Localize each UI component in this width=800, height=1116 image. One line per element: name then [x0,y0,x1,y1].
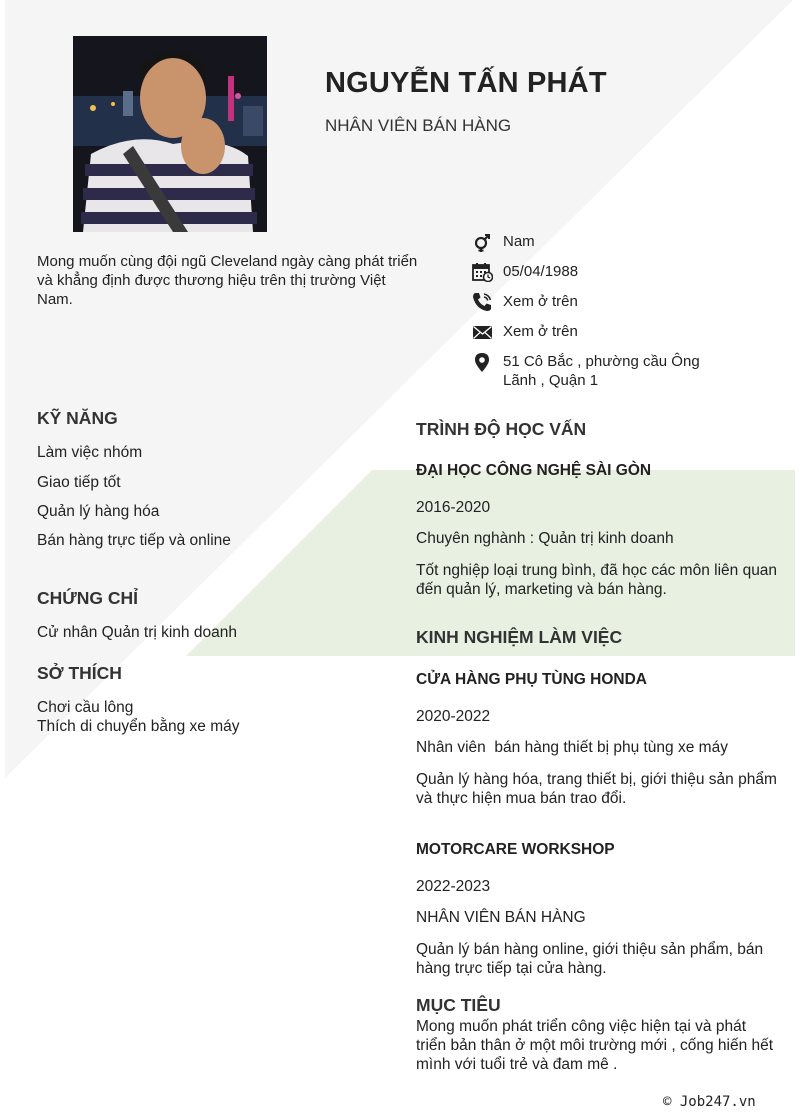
contact-phone [472,292,732,312]
job-description: Quản lý hàng hóa, trang thiết bị, giới thiệu sản phẩm và thực hiện mua bán trao đổi. [416,771,777,807]
job-company: MOTORCARE WORKSHOP [416,841,615,858]
gender-icon [472,232,494,252]
skill-item: Bán hàng trực tiếp và online [37,532,231,549]
education-period: 2016-2020 [416,499,491,516]
contact-gender [472,232,732,252]
certificate-item: Cử nhân Quản trị kinh doanh [37,624,237,641]
candidate-name: NGUYỄN TẤN PHÁT [325,67,607,99]
education-school: ĐẠI HỌC CÔNG NGHỆ SÀI GÒN [416,462,652,479]
phone-value: Xem ở trên [503,293,578,310]
job-period: 2022-2023 [416,878,491,895]
skills-heading: KỸ NĂNG [37,408,118,428]
profile-photo [73,36,267,232]
objective-heading: MỤC TIÊU [416,995,501,1015]
contact-birthday [472,262,732,282]
education-major: Chuyên nghành : Quản trị kinh doanh [416,530,674,547]
address-value: 51 Cô Bắc , phường cầu Ông Lãnh , Quận 1 [503,353,700,389]
certificates-heading: CHỨNG CHỈ [37,588,139,608]
skill-item: Làm việc nhóm [37,444,143,461]
hobby-item: Thích di chuyển bằng xe máy [37,718,240,735]
email-value: Xem ở trên [503,323,578,340]
contact-email [472,322,732,342]
footer-watermark: © Job247.vn [663,1094,756,1110]
job-company: CỬA HÀNG PHỤ TÙNG HONDA [416,671,648,688]
skill-item: Quản lý hàng hóa [37,503,160,520]
education-heading: TRÌNH ĐỘ HỌC VẤN [416,419,587,439]
hobbies-heading: SỞ THÍCH [37,663,122,683]
experience-heading: KINH NGHIỆM LÀM VIỆC [416,627,623,647]
job-role: NHÂN VIÊN BÁN HÀNG [416,909,586,926]
objective-text: Mong muốn phát triển công việc hiện tại và phát triển bản thân ở một môi trường mới , cống hiến hết mình với tuổi trẻ và đam mê . [416,1018,774,1073]
skill-item: Giao tiếp tốt [37,474,121,491]
map-pin-icon [472,352,494,372]
candidate-title: NHÂN VIÊN BÁN HÀNG [325,116,512,135]
envelope-icon [472,322,494,342]
job-period: 2020-2022 [416,708,491,725]
education-description: Tốt nghiệp loại trung bình, đã học các môn liên quan đến quản lý, marketing và bán hàng. [416,562,778,598]
birthday-value: 05/04/1988 [503,263,579,280]
job-description: Quản lý bán hàng online, giới thiệu sản phẩm, bán hàng trực tiếp tại cửa hàng. [416,941,764,977]
job-role: Nhân viên bán hàng thiết bị phụ tùng xe máy [416,739,728,756]
calendar-icon [472,262,494,282]
profile-summary: Mong muốn cùng đội ngũ Cleveland ngày càng phát triển và khẳng định được thương hiệu trên thị trường Việt Nam. [37,253,418,308]
contact-address [472,352,732,392]
gender-value: Nam [503,233,535,250]
phone-icon [472,292,494,312]
hobby-item: Chơi cầu lông [37,699,134,716]
